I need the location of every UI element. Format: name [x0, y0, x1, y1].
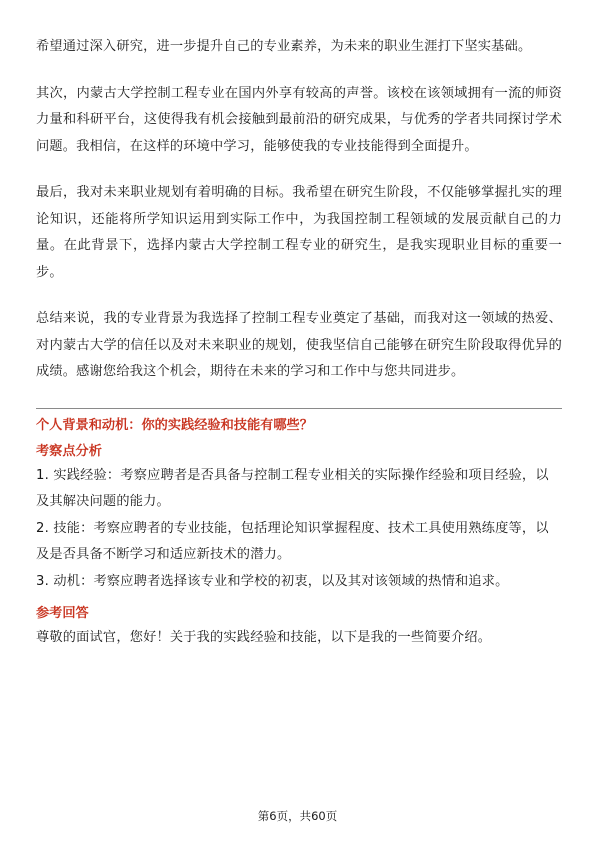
analysis-item-1: 1. 实践经验：考察应聘者是否具备与控制工程专业相关的实际操作经验和项目经验，以及其解决问题的能力。 [36, 467, 549, 509]
analysis-item-2: 2. 技能：考察应聘者的专业技能，包括理论知识掌握程度、技术工具使用熟练度等，以及是否具备不断学习和适应新技术的潜力。 [36, 520, 549, 562]
page-number: 第6页，共60页 [257, 809, 338, 823]
reference-answer: 尊敬的面试官，您好！关于我的实践经验和技能，以下是我的一些简要介绍。 [36, 630, 492, 645]
section-divider [36, 408, 562, 409]
analysis-item-3: 3. 动机：考察应聘者选择该专业和学校的初衷，以及其对该领域的热情和追求。 [36, 573, 509, 589]
analysis-heading: 考察点分析 [36, 443, 102, 459]
question-heading: 个人背景和动机：你的实践经验和技能有哪些？ [36, 417, 313, 433]
document-page [36, 34, 562, 652]
reference-heading: 参考回答 [36, 606, 89, 621]
body-paragraph-1: 希望通过深入研究，进一步提升自己的专业素养，为未来的职业生涯打下坚实基础。 [36, 39, 532, 54]
body-paragraph-3: 最后，我对未来职业规划有着明确的目标。我希望在研究生阶段，不仅能够掌握扎实的理论知识，还能将所学知识运用到实际工作中，为我国控制工程领域的发展贡献自己的力量。在此背景下，选择内蒙古大学控制工程专业的研究生，是我实现职业目标的重要一步。 [36, 185, 562, 280]
paragraph-gap [36, 160, 562, 180]
paragraph-gap [36, 61, 562, 81]
body-paragraph-2: 其次，内蒙古大学控制工程专业在国内外享有较高的声誉。该校在该领域拥有一流的师资力量和科研平台，这使得我有机会接触到最前沿的研究成果，与优秀的学者共同探讨学术问题。我相信，在这样的环境中学习，能够使我的专业技能得到全面提升。 [36, 85, 562, 154]
body-paragraph-4: 总结来说，我的专业背景为我选择了控制工程专业奠定了基础，而我对这一领域的热爱、对内蒙古大学的信任以及对未来职业的规划，使我坚信自己能够在研究生阶段取得优异的成绩。感谢您给我这个机会，期待在未来的学习和工作中与您共同进步。 [36, 311, 562, 379]
paragraph-gap [36, 286, 562, 306]
